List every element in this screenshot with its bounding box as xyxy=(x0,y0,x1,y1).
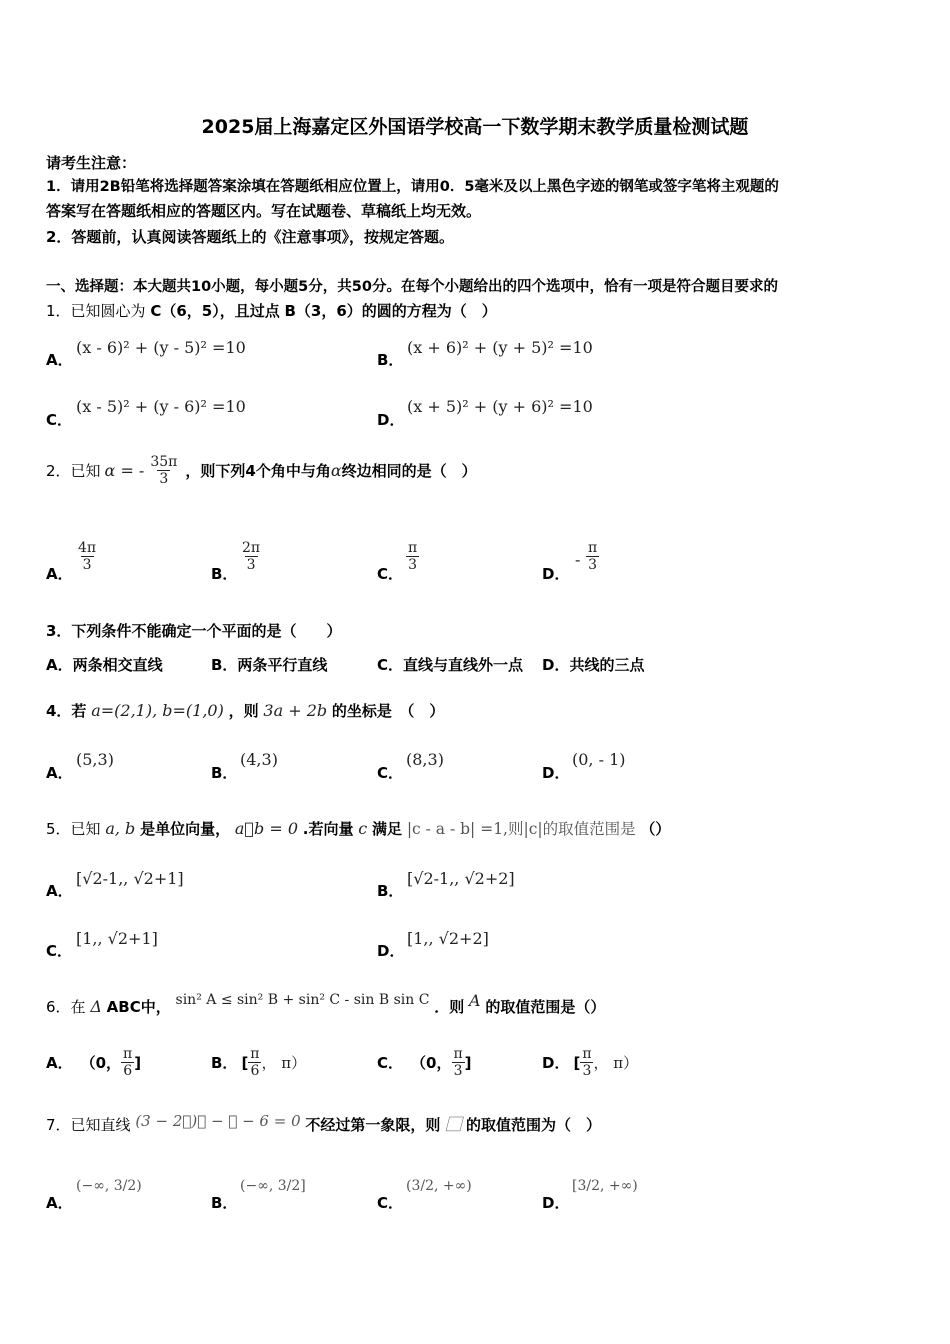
q6-delta: Δ xyxy=(90,997,102,1016)
q6-d-num: π xyxy=(582,1046,592,1062)
q5-dot: a⃞b = 0 xyxy=(234,819,298,838)
q5-option-d: [1,, √2+2] xyxy=(407,929,489,948)
q2-option-a-label: A． xyxy=(46,565,73,583)
q2-d-den: 3 xyxy=(588,557,598,573)
q2-alpha-eq: α = - xyxy=(104,460,145,480)
q6-d-frac xyxy=(580,1046,593,1079)
q7-option-d: [3/2, +∞) xyxy=(572,1178,638,1194)
q6-c-open: （0， xyxy=(411,1054,452,1072)
notice-heading: 请考生注意： xyxy=(46,154,137,172)
q5-stem-a: 5．已知 xyxy=(46,820,101,838)
q5-condition: |c - a - b| =1,则|c|的取值范围是 xyxy=(406,820,636,838)
q5-stem-e: （） xyxy=(640,820,671,838)
q2-a-num: 4π xyxy=(78,540,97,556)
q4-vectors: a=(2,1), b=(1,0) xyxy=(91,701,224,720)
q1-option-a: (x - 6)² + (y - 5)² =10 xyxy=(76,338,246,357)
q2-option-a xyxy=(76,540,98,573)
q4-stem-b: ，则 xyxy=(228,702,259,720)
question-7 xyxy=(46,1114,601,1136)
q7-stem-c: 的取值范围为（ ） xyxy=(466,1116,602,1134)
q6-a-num: π xyxy=(123,1046,133,1062)
q6-d-open: [ xyxy=(573,1053,581,1072)
q2-b-num: 2π xyxy=(242,540,261,556)
q2-stem-c: 个角中与角 xyxy=(255,461,331,480)
q5-option-a: [√2-1,, √2+1] xyxy=(76,869,184,888)
q7-option-b-label: B． xyxy=(211,1194,238,1212)
q1-option-b: (x + 6)² + (y + 5)² =10 xyxy=(407,338,593,357)
question-3: 3．下列条件不能确定一个平面的是（ ） xyxy=(46,622,342,640)
question-2 xyxy=(46,454,477,487)
q6-b-close: ， π） xyxy=(261,1054,307,1072)
q6-b-num: π xyxy=(250,1046,260,1062)
q6-b-label: B． xyxy=(211,1054,238,1072)
notice-line-1b: 答案写在答题纸相应的答题区内。写在试题卷、草稿纸上均无效。 xyxy=(46,202,482,220)
q5-stem-d: 满足 xyxy=(372,820,403,838)
q1-option-b-label: B． xyxy=(377,351,404,369)
q4-option-d: (0, - 1) xyxy=(572,750,626,769)
q1-stem-a: 1．已知圆心为 xyxy=(46,302,146,320)
q7-stem-a: 7．已知直线 xyxy=(46,1116,131,1134)
q5-stem-c: .若向量 xyxy=(302,820,354,838)
q7-option-d-label: D． xyxy=(542,1194,570,1212)
q5-option-a-label: A． xyxy=(46,882,73,900)
q3-option-c: C．直线与直线外一点 xyxy=(377,656,524,674)
q6-option-a xyxy=(46,1046,141,1079)
q4-option-b-label: B． xyxy=(211,764,238,782)
q2-numerator: 35π xyxy=(150,454,178,470)
q6-a-close: ] xyxy=(134,1053,142,1072)
q6-c-num: π xyxy=(453,1046,463,1062)
question-6 xyxy=(46,991,606,1019)
q3-option-d: D．共线的三点 xyxy=(542,656,645,674)
q2-d-neg: - xyxy=(575,550,581,569)
q1-stem-c: B（3，6）的圆的方程为（ ） xyxy=(284,302,497,320)
q2-c-den: 3 xyxy=(408,557,418,573)
q6-d-label: D． xyxy=(542,1054,570,1072)
q2-c-num: π xyxy=(408,540,418,556)
q6-option-d xyxy=(542,1046,638,1079)
q5-c: c xyxy=(358,819,368,838)
q1-option-c-label: C． xyxy=(46,411,73,429)
q6-a-open: （0， xyxy=(80,1054,122,1072)
q6-d-den: 3 xyxy=(582,1063,592,1079)
q7-line-equation: (3 − 2⃞)⃞ − ⃞ − 6 = 0 xyxy=(135,1112,301,1130)
q4-stem-a: 4．若 xyxy=(46,702,87,720)
q2-option-b-label: B． xyxy=(211,565,238,583)
q2-option-c xyxy=(406,540,419,573)
q2-option-d xyxy=(586,540,599,573)
q7-variable: ⃞ xyxy=(445,1115,462,1134)
q6-c-frac xyxy=(451,1046,464,1079)
notice-line-2: 2．答题前，认真阅读答题纸上的《注意事项》，按规定答题。 xyxy=(46,228,454,246)
q1-option-d-label: D． xyxy=(377,411,405,429)
q6-c-den: 3 xyxy=(453,1063,463,1079)
q4-option-d-label: D． xyxy=(542,764,570,782)
q2-denominator: 3 xyxy=(159,471,169,487)
q6-b-den: 6 xyxy=(250,1063,260,1079)
q6-a-frac xyxy=(121,1046,134,1079)
q2-a-den: 3 xyxy=(82,557,92,573)
q7-option-c: (3/2, +∞) xyxy=(406,1178,472,1194)
q6-stem-a: 6．在 xyxy=(46,998,86,1016)
q6-a-den: 6 xyxy=(123,1063,133,1079)
q5-ab: a, b xyxy=(105,819,136,838)
q1-stem-b: C（6，5），且过点 xyxy=(150,302,280,320)
q1-option-d: (x + 5)² + (y + 6)² =10 xyxy=(407,397,593,416)
q2-alpha: α xyxy=(330,460,342,480)
q6-inequality: sin² A ≤ sin² B + sin² C - sin B sin C xyxy=(175,992,430,1008)
page-title: 2025届上海嘉定区外国语学校高一下数学期末教学质量检测试题 xyxy=(201,116,749,138)
q5-option-c: [1,, √2+1] xyxy=(76,929,158,948)
q4-option-c-label: C． xyxy=(377,764,404,782)
q7-stem-b: 不经过第一象限，则 xyxy=(305,1116,441,1134)
q6-stem-c: ．则 xyxy=(434,998,465,1016)
q2-option-d-label: D． xyxy=(542,565,570,583)
q6-stem-d: 的取值范围是（） xyxy=(485,998,606,1016)
q4-option-c: (8,3) xyxy=(406,750,444,769)
q4-stem-c: 的坐标是 （ ） xyxy=(331,702,445,720)
question-4 xyxy=(46,700,444,722)
q4-option-a: (5,3) xyxy=(76,750,114,769)
q5-stem-b: 是单位向量， xyxy=(140,820,231,838)
q6-angle-a: A xyxy=(469,991,481,1010)
q7-option-a-label: A． xyxy=(46,1194,73,1212)
q6-option-c xyxy=(377,1046,472,1079)
question-1 xyxy=(46,300,497,322)
q6-d-close: ， π） xyxy=(593,1054,639,1072)
q6-b-frac xyxy=(248,1046,261,1079)
q6-b-open: [ xyxy=(241,1053,249,1072)
q1-option-a-label: A． xyxy=(46,351,73,369)
q2-four: 4 xyxy=(245,461,256,480)
q5-option-d-label: D． xyxy=(377,942,405,960)
question-5 xyxy=(46,818,670,840)
q4-option-a-label: A． xyxy=(46,764,73,782)
q2-b-den: 3 xyxy=(246,557,256,573)
q5-option-c-label: C． xyxy=(46,942,73,960)
q1-option-c: (x - 5)² + (y - 6)² =10 xyxy=(76,397,246,416)
q2-stem-a: 2．已知 xyxy=(46,461,101,480)
q2-fraction xyxy=(148,454,179,487)
notice-line-1a: 1．请用2B铅笔将选择题答案涂填在答题纸相应位置上，请用0．5毫米及以上黑色字迹的钢笔或签字笔将主观题的 xyxy=(46,179,779,195)
section-heading: 一、选择题：本大题共10小题，每小题5分，共50分。在每个小题给出的四个选项中，恰有一项是符合题目要求的 xyxy=(46,279,778,295)
q7-option-b: (−∞, 3/2] xyxy=(240,1178,306,1194)
q2-d-num: π xyxy=(588,540,598,556)
q3-option-b: B．两条平行直线 xyxy=(211,656,328,674)
q5-option-b: [√2-1,, √2+2] xyxy=(407,869,515,888)
q7-option-c-label: C． xyxy=(377,1194,404,1212)
q2-option-b xyxy=(240,540,262,573)
q6-option-b xyxy=(211,1046,306,1079)
q3-option-a: A．两条相交直线 xyxy=(46,656,163,674)
q6-c-label: C． xyxy=(377,1054,404,1072)
q4-option-b: (4,3) xyxy=(240,750,278,769)
q2-option-c-label: C． xyxy=(377,565,404,583)
q2-stem-d: 终边相同的是（ ） xyxy=(341,461,477,480)
q7-option-a: (−∞, 3/2) xyxy=(76,1178,142,1194)
q4-expression: 3a + 2b xyxy=(263,701,328,720)
q6-stem-b: ABC中， xyxy=(106,998,171,1016)
q2-stem-b: ，则下列 xyxy=(185,461,246,480)
q5-option-b-label: B． xyxy=(377,882,404,900)
q6-c-close: ] xyxy=(464,1053,472,1072)
q6-a-label: A． xyxy=(46,1054,73,1072)
